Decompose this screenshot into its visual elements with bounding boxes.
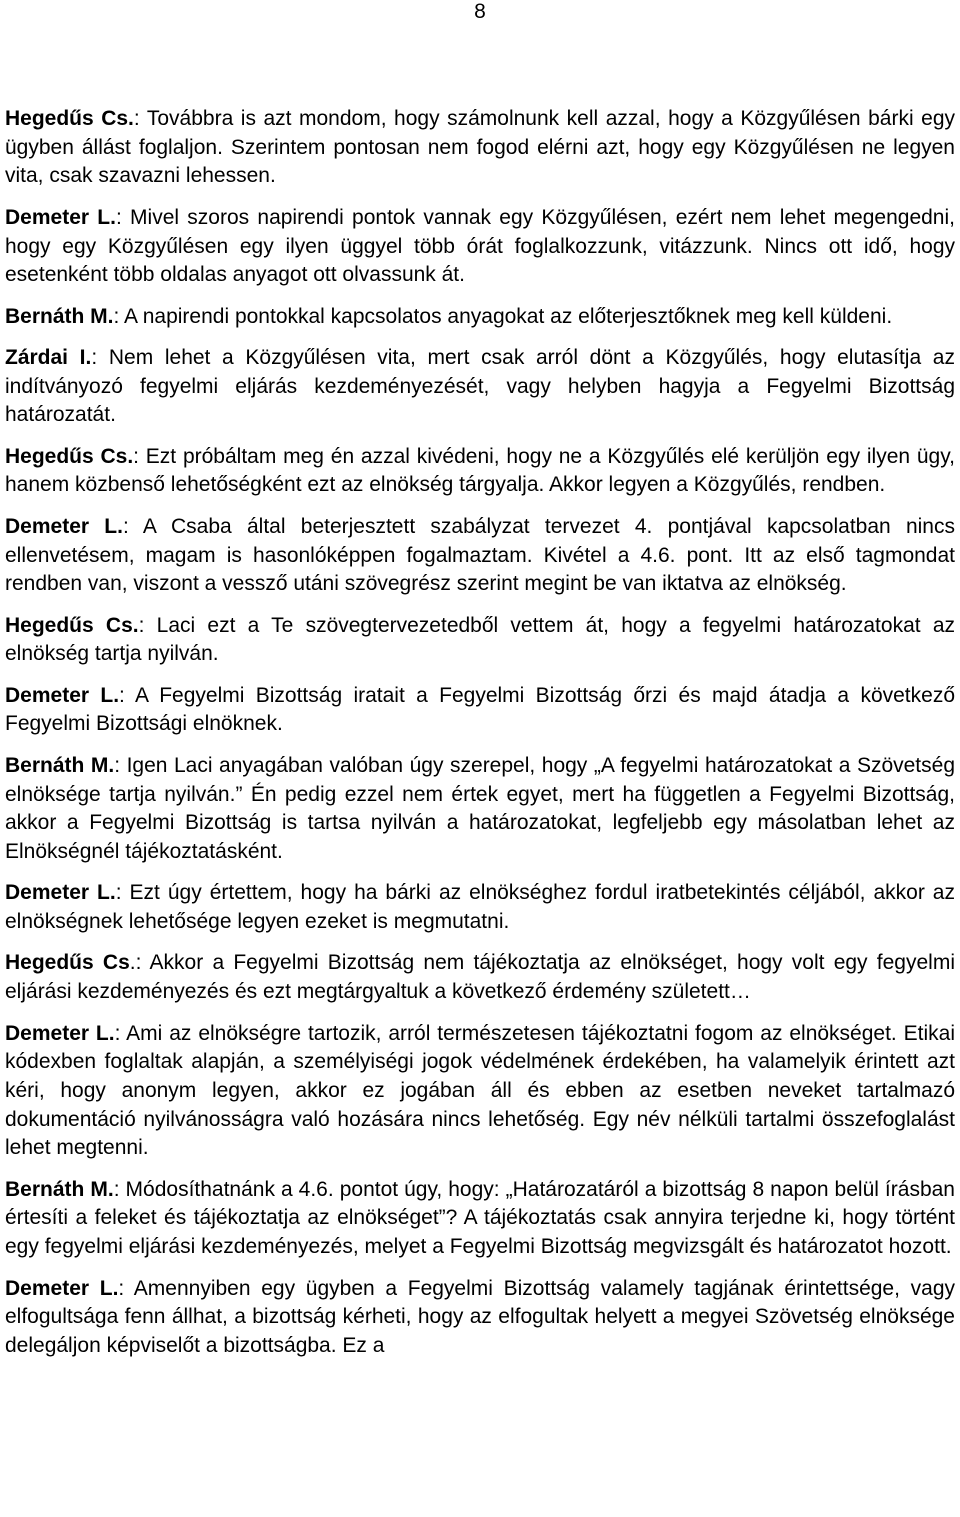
paragraph-text: : Laci ezt a Te szövegtervezetedből vettem át, hogy a fegyelmi határozatokat az elnökség tartja nyilván.: [5, 613, 955, 666]
speaker-name: Demeter L.: [5, 683, 120, 707]
paragraph: [5, 443, 955, 500]
paragraph: [5, 204, 955, 290]
speaker-name: Demeter L.: [5, 1276, 119, 1300]
paragraph-text: : Mivel szoros napirendi pontok vannak egy Közgyűlésen, ezért nem lehet megengedni, hogy egy Közgyűlésen egy ilyen üggyel több órát foglalkozzunk, vitázzunk. Nincs ott idő, hogy esetenként több oldalas anyagot ott olvassunk át.: [5, 205, 955, 287]
speaker-name: Bernáth M.: [5, 1177, 114, 1201]
paragraph-text: : Módosíthatnánk a 4.6. pontot úgy, hogy: „Határozatáról a bizottság 8 napon belül írásban értesíti a feleket és tájékoztatja az elnökséget”? A tájékoztatás csak annyira terjedne ki, hogy történt egy fegyelmi eljárási kezdeményezés, melyet a Fegyelmi Bizottság megvizsgált és határozatot hozott.: [5, 1177, 955, 1259]
paragraph: [5, 879, 955, 936]
paragraph: [5, 682, 955, 739]
paragraph-text: : A Fegyelmi Bizottság iratait a Fegyelmi Bizottság őrzi és majd átadja a következő Fegyelmi Bizottsági elnöknek.: [5, 683, 955, 736]
page-number: 8: [474, 0, 486, 23]
paragraph-text: : A napirendi pontokkal kapcsolatos anyagokat az előterjesztőknek meg kell küldeni.: [113, 304, 893, 328]
speaker-name: Demeter L.: [5, 1021, 115, 1045]
paragraph-text: : Ezt úgy értettem, hogy ha bárki az elnökséghez fordul iratbetekintés céljából, akkor az elnökségnek lehetősége legyen ezeket is megmutatni.: [5, 881, 955, 934]
speaker-name: Demeter L.: [5, 514, 123, 538]
speaker-name: Bernáth M.: [5, 753, 115, 777]
speaker-name: Hegedűs Cs.: [5, 613, 139, 637]
paragraph-text: : Ezt próbáltam meg én azzal kivédeni, hogy ne a Közgyűlés elé kerüljön egy ilyen ügy, hanem közbenső lehetőségként ezt az elnökség tárgyalja. Akkor legyen a Közgyűlés, rendben.: [5, 444, 956, 497]
speaker-name: Demeter L.: [5, 205, 116, 229]
paragraph: [5, 1020, 955, 1164]
paragraph-text: : Nem lehet a Közgyűlésen vita, mert csak arról dönt a Közgyűlés, hogy elutasítja az indítványozó fegyelmi eljárás kezdeményezését, vagy helyben hagyja a Fegyelmi Bizottság határozatát.: [5, 345, 955, 427]
paragraph-text: .: Akkor a Fegyelmi Bizottság nem tájékoztatja az elnökséget, hogy volt egy fegyelmi eljárási kezdeményezés és ezt megtárgyaltuk a következő érdemény született…: [5, 951, 955, 1004]
paragraph-text: : Továbbra is azt mondom, hogy számolnunk kell azzal, hogy a Közgyűlésen bárki egy ügyben állást foglaljon. Szerintem pontosan nem fogod elérni azt, hogy egy Közgyűlésen ne legyen vita, csak szavazni lehessen.: [5, 107, 955, 188]
paragraph: [5, 949, 955, 1006]
speaker-name: Hegedűs Cs.: [5, 107, 134, 130]
speaker-name: Demeter L.: [5, 881, 116, 905]
speaker-name: Zárdai I.: [5, 345, 92, 369]
paragraph: [5, 752, 955, 867]
paragraph: [5, 1176, 955, 1262]
paragraph: [5, 513, 955, 599]
paragraph: [5, 344, 955, 430]
paragraph: [5, 1275, 955, 1361]
speaker-name: Hegedűs Cs: [5, 951, 130, 975]
document-body: [5, 105, 955, 1373]
paragraph: [5, 105, 955, 191]
paragraph: [5, 303, 955, 332]
paragraph: [5, 612, 955, 669]
paragraph-text: : Amennyiben egy ügyben a Fegyelmi Bizottság valamely tagjának érintettsége, vagy elfogultsága fenn állhat, a bizottság kérheti, hogy az elfogultak helyett a megyei Szövetség elnöksége delegáljon képviselőt a bizottságba. Ez a: [5, 1276, 955, 1357]
speaker-name: Bernáth M.: [5, 304, 114, 328]
paragraph-text: : A Csaba által beterjesztett szabályzat tervezet 4. pontjával kapcsolatban nincs ellenvetésem, magam is hasonlóképpen fogalmaztam. Kivétel a 4.6. pont. Itt az első tagmondat rendben van, viszont a vessző utáni szövegrész szerint megint be van iktatva az elnökség.: [5, 514, 955, 596]
speaker-name: Hegedűs Cs.: [5, 444, 134, 468]
paragraph-text: : Ami az elnökségre tartozik, arról természetesen tájékoztatni fogom az elnökséget. Etikai kódexben foglaltak alapján, a személyiségi jogok védelmének érdekében, ha valamelyik érintett azt kéri, hogy anonym legyen, akkor ez jogában áll és ebben az esetben neveket tartalmazó dokumentáció nyilvánosságra való hozására nincs lehetőség. Egy név nélküli tartalmi összefoglalást lehet megtenni.: [5, 1021, 955, 1160]
paragraph-text: : Igen Laci anyagában valóban úgy szerepel, hogy „A fegyelmi határozatokat a Szövetség elnöksége tartja nyilván.” Én pedig ezzel nem értek egyet, mert ha független a Fegyelmi Bizottság, akkor a Fegyelmi Bizottság is tartsa nyilván a határozatokat, legfeljebb egy másolatban lehet az Elnökségnél tájékoztatásként.: [5, 753, 955, 863]
